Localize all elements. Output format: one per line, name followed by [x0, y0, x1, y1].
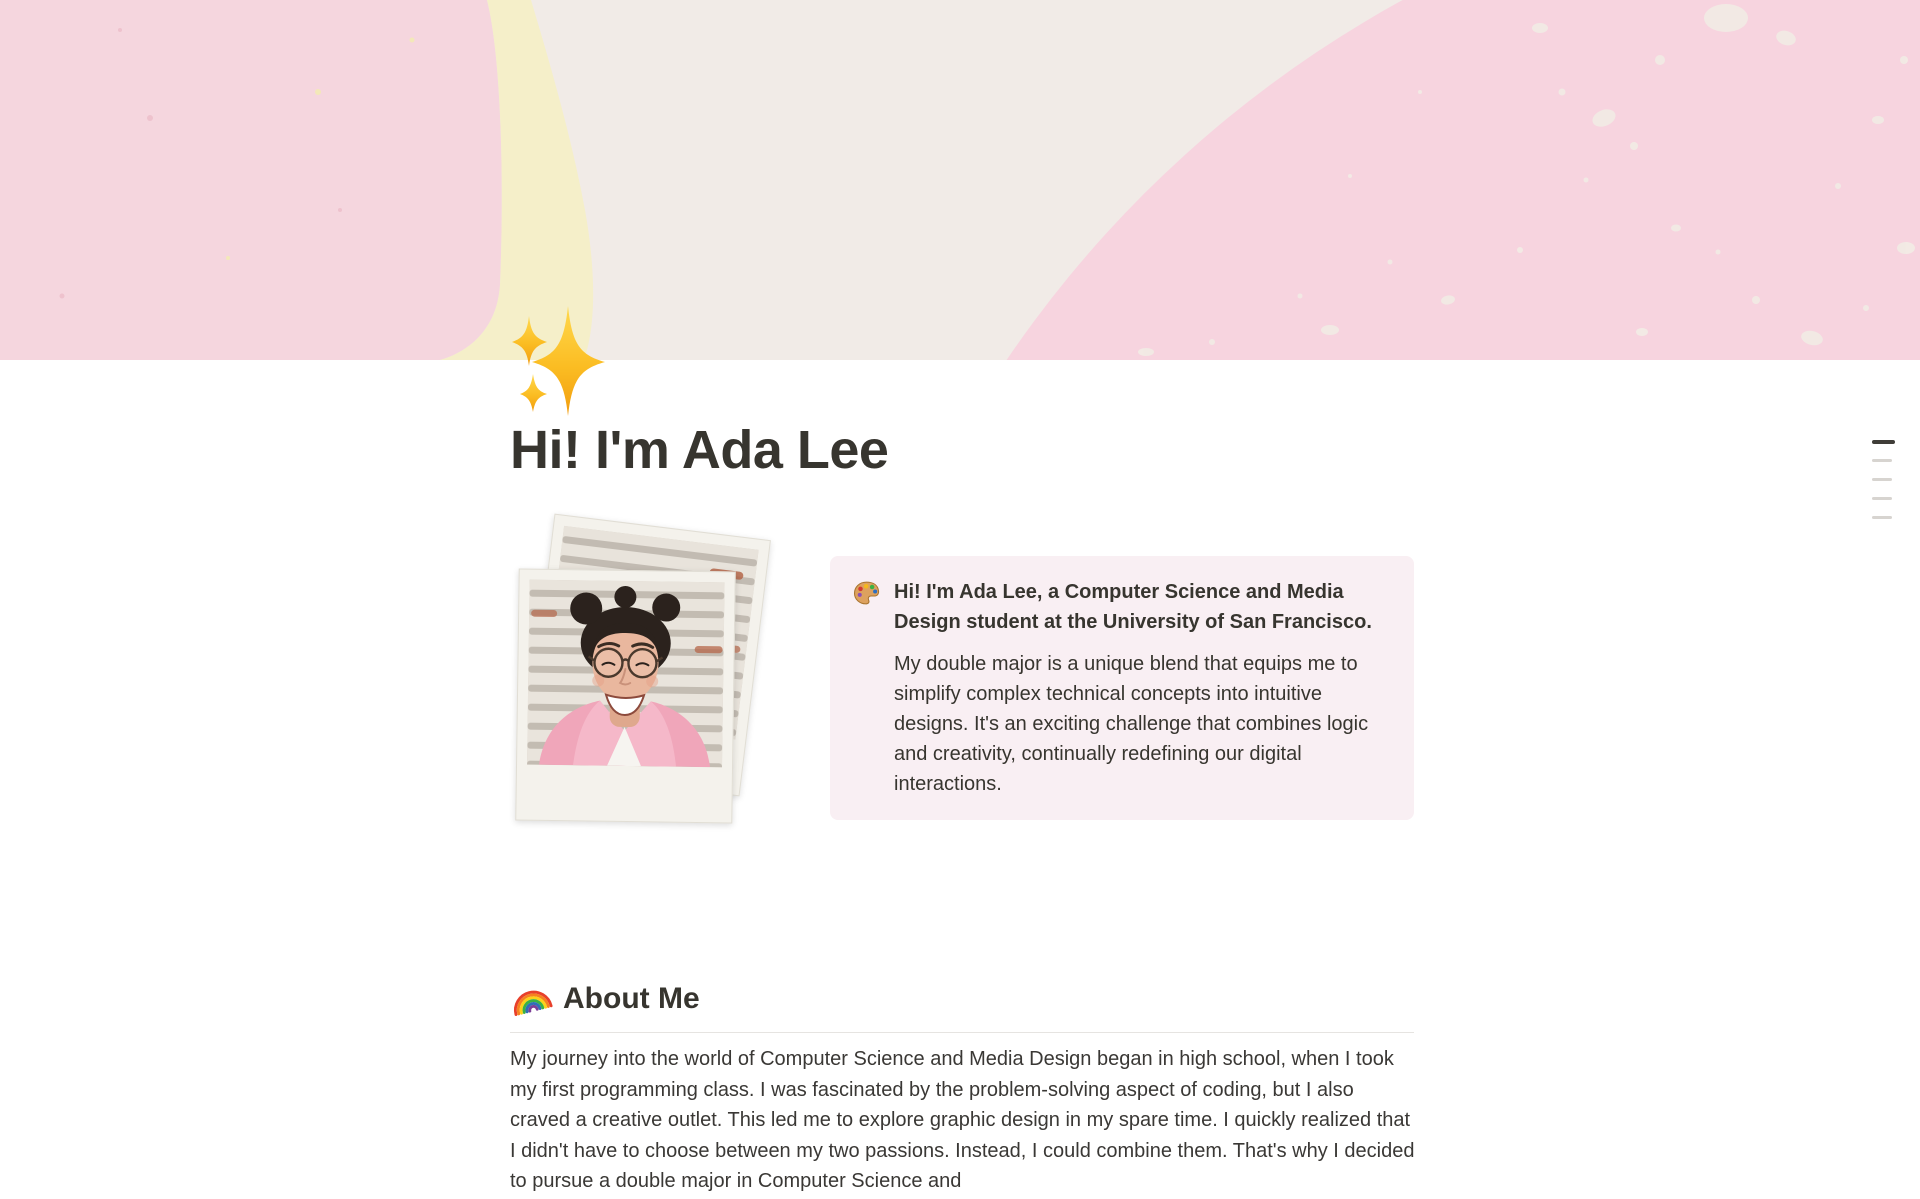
sparkles-icon [506, 300, 608, 416]
outline-dash[interactable] [1872, 516, 1892, 519]
polaroid-front [515, 568, 735, 823]
intro-callout[interactable] [830, 556, 1414, 820]
rainbow-icon [507, 980, 555, 1019]
callout-body: My double major is a unique blend that equips me to simplify complex technical concepts into intuitive designs. It's an exciting challenge that combines logic and creativity, continually redefining our digital interactions. [894, 653, 1369, 795]
page-cover [0, 0, 1920, 360]
page-icon[interactable] [506, 300, 608, 416]
about-me-heading[interactable] [510, 980, 1414, 1018]
callout-heading: Hi! I'm Ada Lee, a Computer Science and Media Design student at the University of San Francisco. [894, 581, 1372, 633]
outline-dash-active[interactable] [1872, 440, 1895, 444]
cover-art [0, 0, 1920, 360]
artist-palette-icon [853, 580, 880, 606]
section-divider [510, 1032, 1414, 1033]
outline-dash[interactable] [1872, 478, 1892, 481]
about-me-paragraph[interactable]: My journey into the world of Computer Science and Media Design began in high school, when I took my first programming class. I was fascinated by the problem-solving aspect of coding, but I also craved a creative outlet. This led me to explore graphic design in my spare time. I quickly realized that I didn't have to choose between my two passions. Instead, I could combine them. That's why I decided to pursue a double major in Computer Science and [510, 1048, 1415, 1192]
page-outline-indicator[interactable] [1872, 440, 1898, 535]
portrait-image-block[interactable] [500, 515, 800, 835]
polaroid-front-photo [527, 580, 725, 768]
outline-dash[interactable] [1872, 459, 1892, 462]
about-me-heading-text: About Me [563, 982, 700, 1015]
outline-dash[interactable] [1872, 497, 1892, 500]
page-title[interactable]: Hi! I'm Ada Lee [510, 420, 889, 480]
